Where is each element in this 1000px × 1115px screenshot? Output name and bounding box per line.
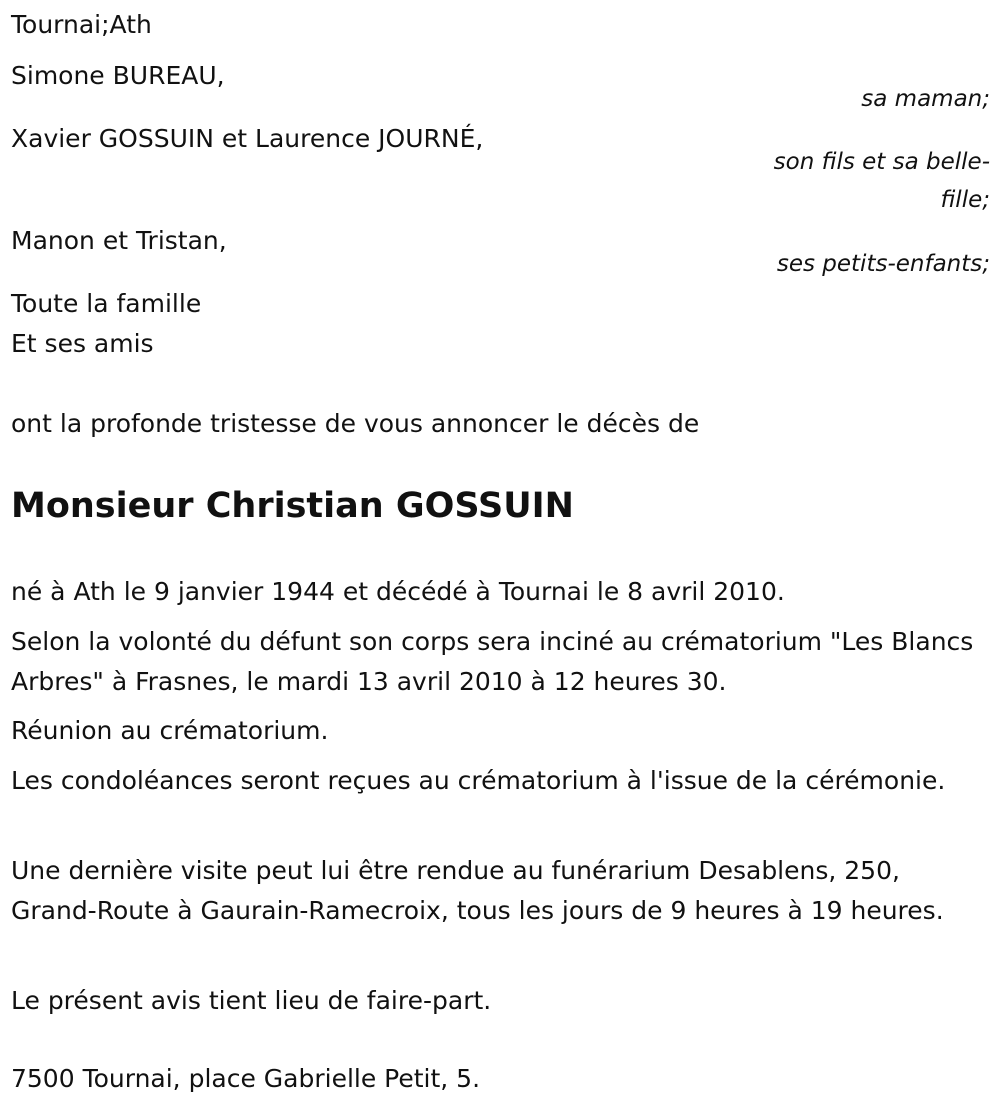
- family-member-name: Manon et Tristan,: [11, 226, 227, 255]
- family-member-role: ses petits-enfants;: [776, 251, 990, 277]
- birth-death-paragraph: né à Ath le 9 janvier 1944 et décédé à Tournai le 8 avril 2010.: [11, 577, 785, 606]
- visit-paragraph: Une dernière visite peut lui être rendue au funérarium Desablens, 250, Grand-Route à Gaurain-Ramecroix, tous les jours de 9 heures à 19 heures.: [11, 856, 944, 925]
- announcement-text: ont la profonde tristesse de vous annoncer le décès de: [11, 409, 700, 438]
- address-line: 7500 Tournai, place Gabrielle Petit, 5.: [11, 1064, 481, 1093]
- deceased-name: Monsieur Christian GOSSUIN: [11, 486, 574, 526]
- family-member-role: son fils et sa belle-fille;: [773, 149, 990, 213]
- notice-paragraph: Le présent avis tient lieu de faire-part.: [11, 986, 492, 1015]
- other-family-line: Toute la famille: [11, 289, 202, 318]
- gathering-paragraph: Réunion au crématorium.: [11, 716, 329, 745]
- condolences-paragraph: Les condoléances seront reçues au crématorium à l'issue de la cérémonie.: [11, 766, 946, 795]
- family-member-name: Xavier GOSSUIN et Laurence JOURNÉ,: [11, 124, 484, 153]
- cremation-paragraph: Selon la volonté du défunt son corps sera inciné au crématorium "Les Blancs Arbres" à Frasnes, le mardi 13 avril 2010 à 12 heures 30.: [11, 627, 974, 696]
- family-member-role: sa maman;: [861, 86, 990, 112]
- family-member-name: Simone BUREAU,: [11, 61, 225, 90]
- location-header: Tournai;Ath: [11, 10, 152, 39]
- friends-line: Et ses amis: [11, 329, 154, 358]
